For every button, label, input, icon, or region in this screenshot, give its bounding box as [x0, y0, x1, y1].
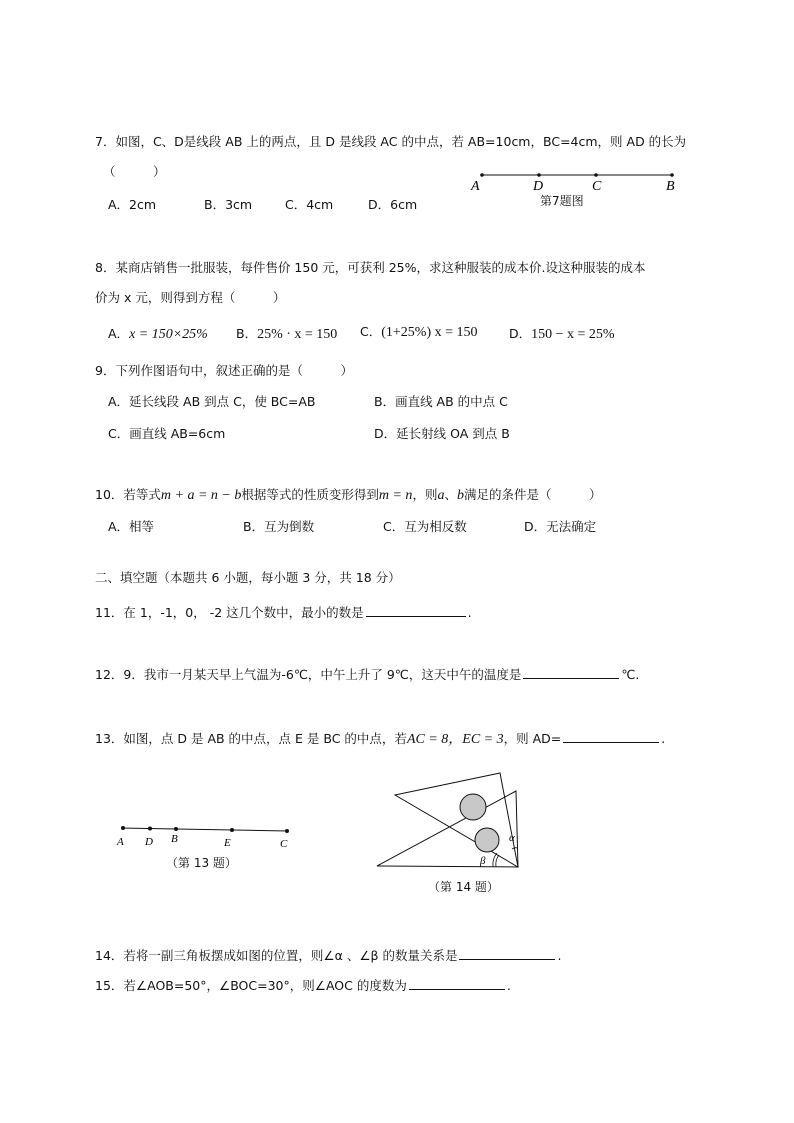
- q9-option-d: D．延长射线 OA 到点 B: [374, 426, 510, 441]
- q13-point-e: [230, 828, 234, 832]
- q8-option-d: D．150 − x = 25%: [509, 326, 615, 342]
- q10-option-c: C．互为相反数: [383, 519, 467, 534]
- q13-point-b: [174, 827, 178, 831]
- q7-label-a: A: [471, 179, 480, 194]
- q13-stem: [95, 730, 665, 748]
- q8-stem-line1: 8．某商店销售一批服装，每件售价 150 元，可获利 25%，求这种服装的成本价.设这种服装的成本: [95, 260, 646, 275]
- q12-answer-blank[interactable]: [523, 666, 619, 679]
- q13-point-a: [121, 826, 125, 830]
- q14-triangle-figure: [370, 765, 530, 875]
- q11-end: .: [467, 605, 472, 620]
- q13-text: 13．如图，点 D 是 AB 的中点，点 E 是 BC 的中点，若: [95, 731, 407, 746]
- q7-option-a: A．2cm: [108, 197, 157, 212]
- q13-label-e: E: [224, 837, 231, 849]
- q14-text: 14．若将一副三角板摆成如图的位置，则∠α 、∠β 的数量关系是: [95, 948, 458, 963]
- q14-hole-lower: [475, 828, 499, 852]
- q11-answer-blank[interactable]: [366, 604, 466, 617]
- q13-segment-ac: [123, 828, 287, 831]
- q7-option-c: C．4cm: [285, 197, 334, 212]
- q15-text: 15．若∠AOB=50°，∠BOC=30°，则∠AOC 的度数为: [95, 978, 407, 993]
- q14-triangle-lower: [377, 791, 518, 867]
- q8-option-b: B．25% · x = 150: [236, 326, 338, 342]
- q14-label-alpha: α: [509, 832, 515, 844]
- q10-stem: [95, 487, 601, 504]
- q7-point-c: [594, 173, 598, 177]
- q14-answer-blank[interactable]: [459, 947, 555, 960]
- q13-label-a: A: [117, 836, 124, 848]
- q15-stem: [95, 977, 511, 994]
- q10-option-b: B．互为倒数: [243, 519, 315, 534]
- q7-answer-paren: （ ）: [103, 164, 166, 179]
- q13-answer-blank[interactable]: [563, 730, 659, 743]
- q12-text: 12．9．我市一月某天早上气温为-6℃，中午上升了 9℃，这天中午的温度是: [95, 667, 522, 682]
- q7-point-d: [537, 173, 541, 177]
- q9-option-b: B．画直线 AB 的中点 C: [374, 394, 508, 409]
- q9-stem: 9．下列作图语句中，叙述正确的是（ ）: [95, 363, 353, 378]
- q13-point-c: [285, 829, 289, 833]
- q7-label-c: C: [592, 179, 602, 194]
- q7-label-d: D: [533, 179, 544, 194]
- q13-point-d: [148, 827, 152, 831]
- q13-figure-caption: （第 13 题）: [166, 856, 237, 870]
- q13-label-c: C: [280, 838, 288, 850]
- q11-text: 11．在 1，-1，0， -2 这几个数中，最小的数是: [95, 605, 364, 620]
- q10-var-b: b: [456, 488, 464, 503]
- q14-triangle-upper: [395, 773, 518, 867]
- q7-label-b: B: [666, 179, 675, 194]
- q13-segment-figure: [110, 818, 310, 854]
- q10-suffix1: ，则: [412, 487, 438, 502]
- q13-condition: AC = 8，EC = 3: [406, 732, 504, 747]
- q10-middle: 根据等式的性质变形得到: [241, 487, 379, 502]
- q9-option-c: C．画直线 AB=6cm: [108, 426, 226, 441]
- q15-end: .: [506, 978, 511, 993]
- q12-stem: [95, 666, 639, 683]
- q7-option-b: B．3cm: [204, 197, 253, 212]
- q13-end: .: [661, 731, 666, 746]
- q14-angle-beta-arc2: [496, 855, 499, 867]
- q10-separator: 、: [444, 487, 457, 502]
- q14-stem: [95, 947, 561, 964]
- q12-end: ℃.: [621, 667, 640, 682]
- q14-end: .: [557, 948, 562, 963]
- q13-tail: ，则 AD=: [503, 731, 562, 746]
- q7-point-b: [670, 173, 674, 177]
- q7-option-d: D．6cm: [368, 197, 418, 212]
- q8-option-a: A．x = 150×25%: [108, 326, 208, 342]
- q8-option-c: C．(1+25%) x = 150: [360, 324, 478, 340]
- q10-suffix2: 满足的条件是（ ）: [463, 487, 602, 502]
- q14-label-beta: β: [480, 855, 486, 867]
- q7-point-a: [480, 173, 484, 177]
- q13-label-d: D: [145, 836, 153, 848]
- q13-label-b: B: [171, 833, 178, 845]
- q7-figure-caption: 第7题图: [540, 194, 584, 208]
- q10-equation-result: m = n: [378, 488, 413, 503]
- q10-option-d: D．无法确定: [524, 519, 597, 534]
- q7-stem: 7．如图，C、D是线段 AB 上的两点，且 D 是线段 AC 的中点，若 AB=10cm，BC=4cm，则 AD 的长为: [95, 134, 687, 149]
- q10-var-a: a: [437, 488, 445, 503]
- q8-stem-line2: 价为 x 元，则得到方程（ ）: [95, 290, 286, 305]
- q11-stem: [95, 604, 472, 621]
- q10-option-a: A．相等: [108, 519, 155, 534]
- q14-figure-caption: （第 14 题）: [428, 880, 499, 894]
- section2-title: 二、填空题（本题共 6 小题，每小题 3 分，共 18 分）: [95, 570, 401, 585]
- q15-answer-blank[interactable]: [409, 977, 505, 990]
- q14-hole-upper: [460, 794, 486, 820]
- q10-equation-original: m + a = n − b: [160, 488, 242, 503]
- q9-option-a: A．延长线段 AB 到点 C，使 BC=AB: [108, 394, 316, 409]
- q10-prefix: 10．若等式: [95, 487, 161, 502]
